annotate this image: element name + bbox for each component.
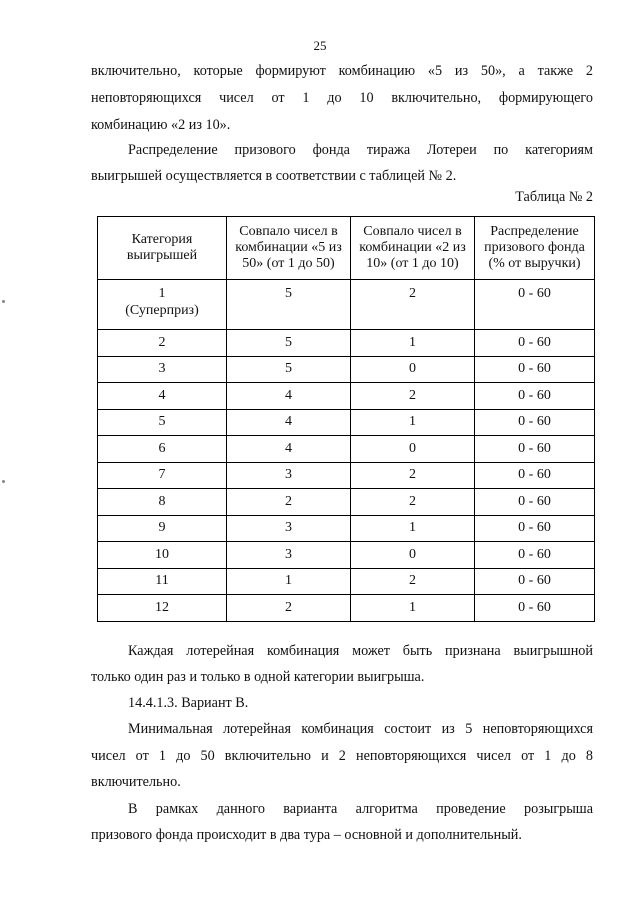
header-prize-fund: Распределение призового фонда (% от выручки) [475, 217, 595, 280]
cell-category: 5 [98, 409, 227, 436]
cell-category: 2 [98, 330, 227, 357]
cell-match-5: 5 [227, 356, 351, 383]
table-row [98, 595, 595, 622]
cell-category: 6 [98, 436, 227, 463]
cell-prize-share: 0 - 60 [475, 436, 595, 463]
cell-category: 7 [98, 462, 227, 489]
cell-match-2: 2 [351, 383, 475, 410]
paragraph-line: выигрышей осуществляется в соответствии с таблицей № 2. [91, 168, 457, 184]
cell-prize-share: 0 - 60 [475, 542, 595, 569]
cell-category: 8 [98, 489, 227, 516]
cell-match-5: 4 [227, 383, 351, 410]
paragraph-line: Каждая лотерейная комбинация может быть признана выигрышной [128, 643, 593, 659]
table-row [98, 515, 595, 542]
cell-prize-share: 0 - 60 [475, 595, 595, 622]
section-heading: 14.4.1.3. Вариант В. [128, 695, 249, 711]
cell-category: 9 [98, 515, 227, 542]
header-match-2-of-10: Совпало чисел в комбинации «2 из 10» (от 1 до 10) [351, 217, 475, 280]
paragraph-line: включительно, которые формируют комбинацию «5 из 50», а также 2 [91, 63, 593, 79]
cell-match-5: 1 [227, 568, 351, 595]
table-label: Таблица № 2 [515, 189, 593, 205]
table-row [98, 436, 595, 463]
paragraph-line: только один раз и только в одной категории выигрыша. [91, 669, 425, 685]
cell-category: 1 (Суперприз) [98, 280, 227, 330]
table-header-row [98, 217, 595, 280]
cell-prize-share: 0 - 60 [475, 356, 595, 383]
cell-match-5: 2 [227, 595, 351, 622]
table-row [98, 383, 595, 410]
cell-match-2: 1 [351, 330, 475, 357]
paragraph-line: включительно. [91, 774, 181, 790]
cell-prize-share: 0 - 60 [475, 462, 595, 489]
cell-prize-share: 0 - 60 [475, 330, 595, 357]
cell-match-2: 2 [351, 489, 475, 516]
cell-match-2: 0 [351, 436, 475, 463]
cell-match-5: 3 [227, 462, 351, 489]
cell-match-5: 5 [227, 330, 351, 357]
scan-mark [2, 300, 5, 303]
cell-prize-share: 0 - 60 [475, 383, 595, 410]
table-row [98, 356, 595, 383]
table-row [98, 330, 595, 357]
cell-match-5: 2 [227, 489, 351, 516]
cell-prize-share: 0 - 60 [475, 280, 595, 330]
page-number: 25 [313, 38, 327, 53]
cell-match-2: 0 [351, 356, 475, 383]
paragraph-line: чисел от 1 до 50 включительно и 2 неповторяющихся чисел от 1 до 8 [91, 748, 593, 764]
cell-match-2: 2 [351, 280, 475, 330]
cell-match-5: 5 [227, 280, 351, 330]
table-row [98, 409, 595, 436]
paragraph-line: Минимальная лотерейная комбинация состоит из 5 неповторяющихся [128, 721, 593, 737]
cell-prize-share: 0 - 60 [475, 409, 595, 436]
cell-category: 4 [98, 383, 227, 410]
cell-match-5: 3 [227, 515, 351, 542]
table-row [98, 280, 595, 330]
paragraph-line: В рамках данного варианта алгоритма проведение розыгрыша [128, 801, 593, 817]
paragraph-line: комбинацию «2 из 10». [91, 117, 231, 133]
header-match-5-of-50: Совпало чисел в комбинации «5 из 50» (от 1 до 50) [227, 217, 351, 280]
cell-prize-share: 0 - 60 [475, 489, 595, 516]
scan-mark [2, 480, 5, 483]
header-category: Категория выигрышей [98, 217, 227, 280]
cell-prize-share: 0 - 60 [475, 568, 595, 595]
paragraph-line: призового фонда происходит в два тура – основной и дополнительный. [91, 827, 522, 843]
table-row [98, 542, 595, 569]
cell-prize-share: 0 - 60 [475, 515, 595, 542]
cell-match-2: 1 [351, 409, 475, 436]
cell-match-5: 4 [227, 409, 351, 436]
cell-match-2: 2 [351, 462, 475, 489]
paragraph-line: Распределение призового фонда тиража Лотереи по категориям [128, 142, 593, 158]
cell-match-2: 0 [351, 542, 475, 569]
paragraph-line: неповторяющихся чисел от 1 до 10 включительно, формирующего [91, 90, 593, 106]
table-row [98, 568, 595, 595]
cell-match-2: 2 [351, 568, 475, 595]
cell-match-5: 3 [227, 542, 351, 569]
cell-category: 12 [98, 595, 227, 622]
cell-category: 3 [98, 356, 227, 383]
cell-match-2: 1 [351, 595, 475, 622]
cell-category: 10 [98, 542, 227, 569]
prize-distribution-table [97, 216, 595, 622]
table-row [98, 462, 595, 489]
cell-category: 11 [98, 568, 227, 595]
table-row [98, 489, 595, 516]
cell-match-2: 1 [351, 515, 475, 542]
cell-match-5: 4 [227, 436, 351, 463]
